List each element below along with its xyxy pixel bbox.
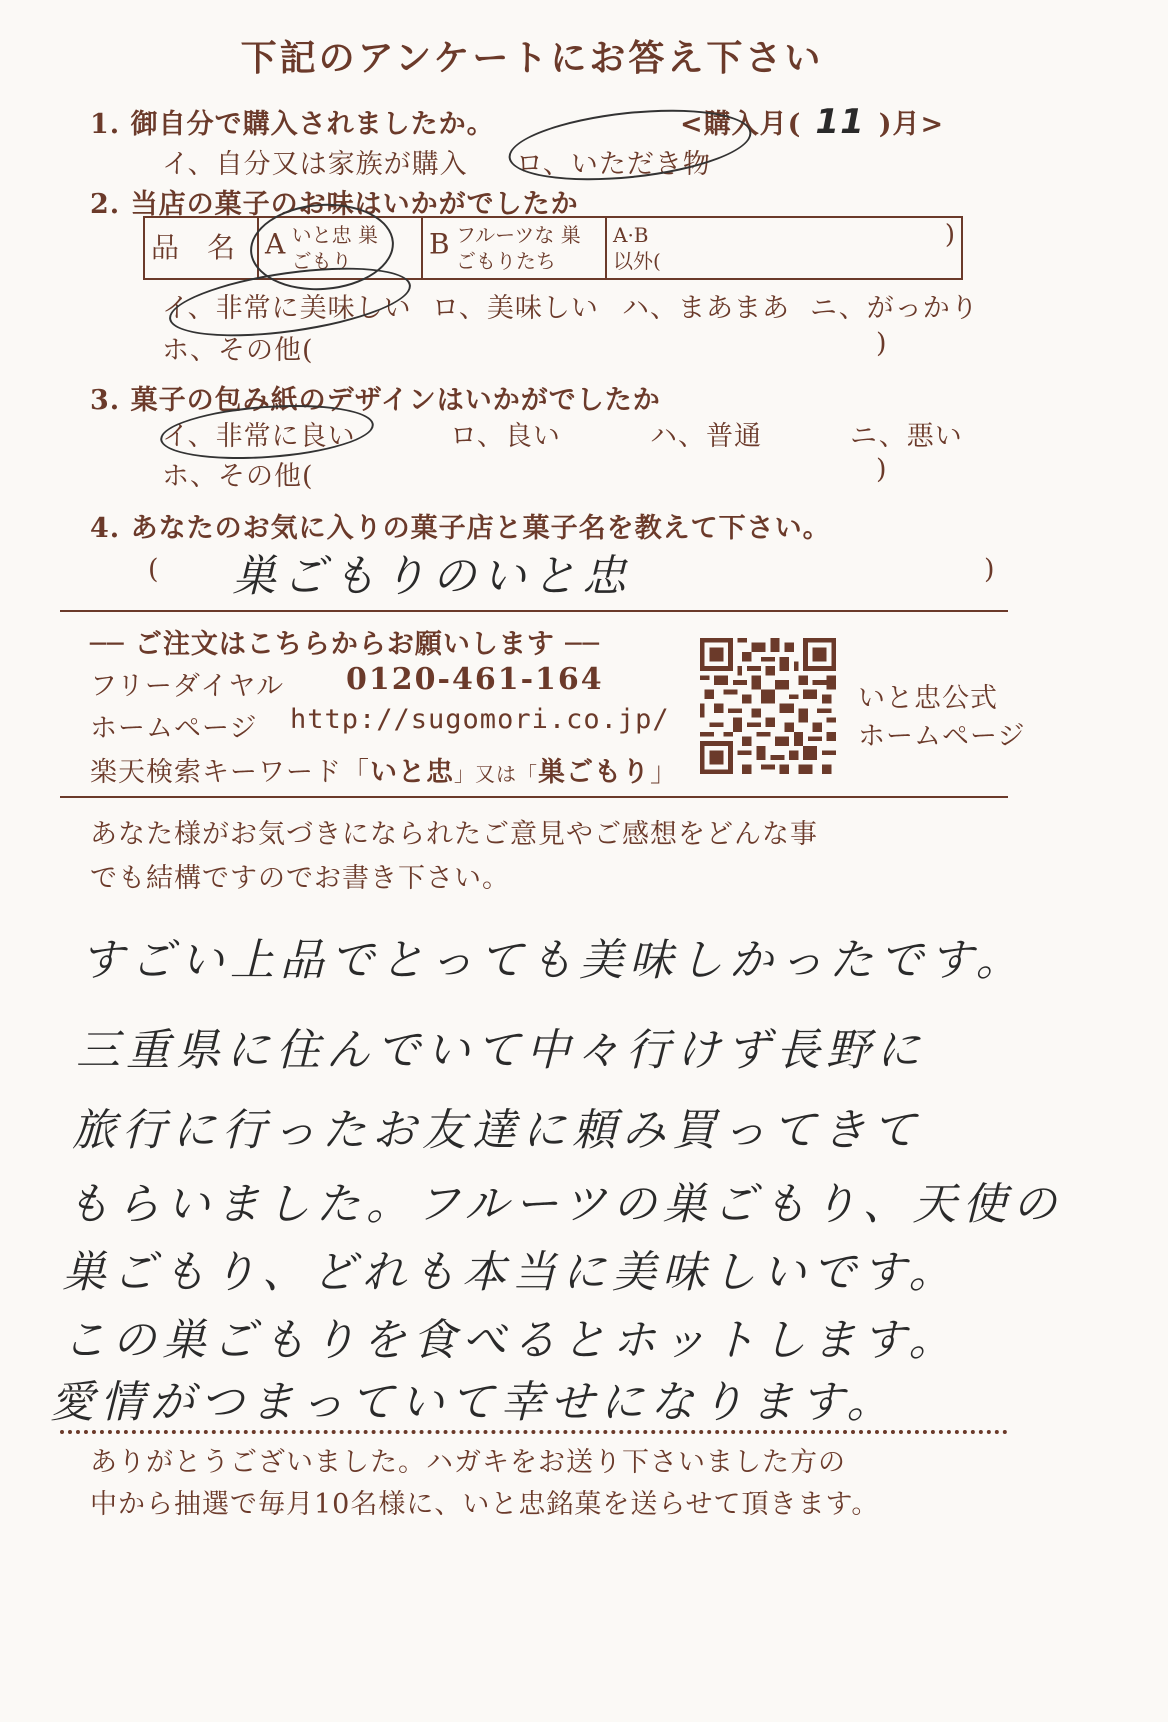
- product-a-name: いと忠 巣ごもり: [291, 223, 378, 273]
- product-label: 品 名: [144, 217, 258, 279]
- comment-prompt-1: あなた様がお気づきになられたご意見やご感想をどんな事: [90, 819, 818, 850]
- comment-line-5: 巣ごもり、どれも本当に美味しいです。: [62, 1247, 959, 1298]
- q3-option-1[interactable]: イ、非常に良い: [162, 421, 356, 452]
- order-heading: ── ご注文はこちらからお願いします ──: [90, 629, 600, 660]
- q2-option-3[interactable]: ハ、まあまあ: [622, 293, 790, 324]
- q3-option-3[interactable]: ハ、普通: [650, 421, 762, 452]
- q4-close: ): [984, 554, 996, 585]
- survey-title: 下記のアンケートにお答え下さい: [240, 37, 824, 79]
- freedial-label: フリーダイヤル: [90, 671, 285, 702]
- rakuten-keyword-1[interactable]: いと忠: [370, 757, 454, 788]
- qr-caption-1: いと忠公式: [858, 683, 998, 714]
- q2-option-1[interactable]: イ、非常に美味しい: [162, 293, 412, 324]
- q1-option-gift[interactable]: ロ、いただき物: [516, 149, 711, 180]
- q1-month-value[interactable]: 11: [815, 102, 865, 142]
- rakuten-keywords: [90, 750, 678, 789]
- comment-line-2: 三重県に住んでいて中々行けず長野に: [76, 1025, 926, 1076]
- product-other-label: A·B 以外(: [613, 223, 661, 273]
- comment-line-6: この巣ごもりを食べるとホットします。: [62, 1315, 959, 1366]
- q2-other-close: ): [876, 328, 888, 359]
- comment-line-7: 愛情がつまっていて幸せになります。: [50, 1377, 897, 1428]
- q1-month-suffix: )月>: [878, 109, 945, 140]
- q3-option-4[interactable]: ニ、悪い: [850, 421, 963, 452]
- comment-line-3: 旅行に行ったお友達に頼み買ってきて: [72, 1105, 922, 1156]
- q1-question: 1. 御自分で購入されましたか。: [90, 109, 495, 140]
- divider-top: [60, 610, 1008, 612]
- q1-option-self[interactable]: イ、自分又は家族が購入: [162, 149, 468, 180]
- q4-question: 4. あなたのお気に入りの菓子店と菓子名を教えて下さい。: [90, 513, 831, 544]
- footer-line-2: 中から抽選で毎月10名様に、いと忠銘菓を送らせて頂きます。: [90, 1489, 880, 1520]
- q2-question: 2. 当店の菓子のお味はいかがでしたか: [90, 189, 579, 220]
- qr-caption-2: ホームページ: [858, 721, 1026, 752]
- q3-option-2[interactable]: ロ、良い: [450, 421, 561, 452]
- homepage-label: ホームページ: [90, 713, 258, 744]
- product-other[interactable]: [606, 217, 962, 279]
- comment-prompt-2: でも結構ですのでお書き下さい。: [90, 863, 510, 894]
- rakuten-prefix: 楽天検索キーワード「: [90, 757, 370, 788]
- comment-line-4: もらいました。フルーツの巣ごもり、天使の: [66, 1179, 1063, 1230]
- q3-other[interactable]: ホ、その他(: [162, 461, 314, 492]
- footer-line-1: ありがとうございました。ハガキをお送り下さいました方の: [90, 1447, 846, 1478]
- product-a-letter: A: [265, 227, 286, 261]
- q3-question: 3. 菓子の包み紙のデザインはいかがでしたか: [90, 385, 661, 416]
- q2-option-2[interactable]: ロ、美味しい: [432, 293, 599, 324]
- q4-open: (: [148, 554, 160, 585]
- q1-month-prefix: <購入月(: [680, 109, 802, 140]
- divider-middle: [60, 796, 1008, 798]
- comment-line-1: すごい上品でとっても美味しかったです。: [80, 935, 1026, 986]
- qr-code-icon[interactable]: [700, 638, 836, 774]
- product-b[interactable]: [422, 217, 606, 279]
- divider-bottom: [60, 1430, 1008, 1434]
- rakuten-suffix: 」: [650, 757, 678, 788]
- product-b-letter: B: [429, 227, 450, 261]
- product-other-close: ): [944, 220, 955, 250]
- q4-answer[interactable]: 巣ごもりのいと忠: [232, 551, 632, 602]
- rakuten-mid: 」又は「: [454, 762, 538, 786]
- q2-option-4[interactable]: ニ、がっかり: [810, 293, 979, 324]
- homepage-url[interactable]: http://sugomori.co.jp/: [290, 704, 670, 735]
- rakuten-keyword-2[interactable]: 巣ごもり: [538, 757, 650, 788]
- q3-other-close: ): [876, 454, 888, 485]
- q2-other[interactable]: ホ、その他(: [162, 335, 314, 366]
- product-b-name: フルーツな 巣ごもりたち: [455, 223, 581, 273]
- freedial-number[interactable]: 0120-461-164: [346, 662, 604, 697]
